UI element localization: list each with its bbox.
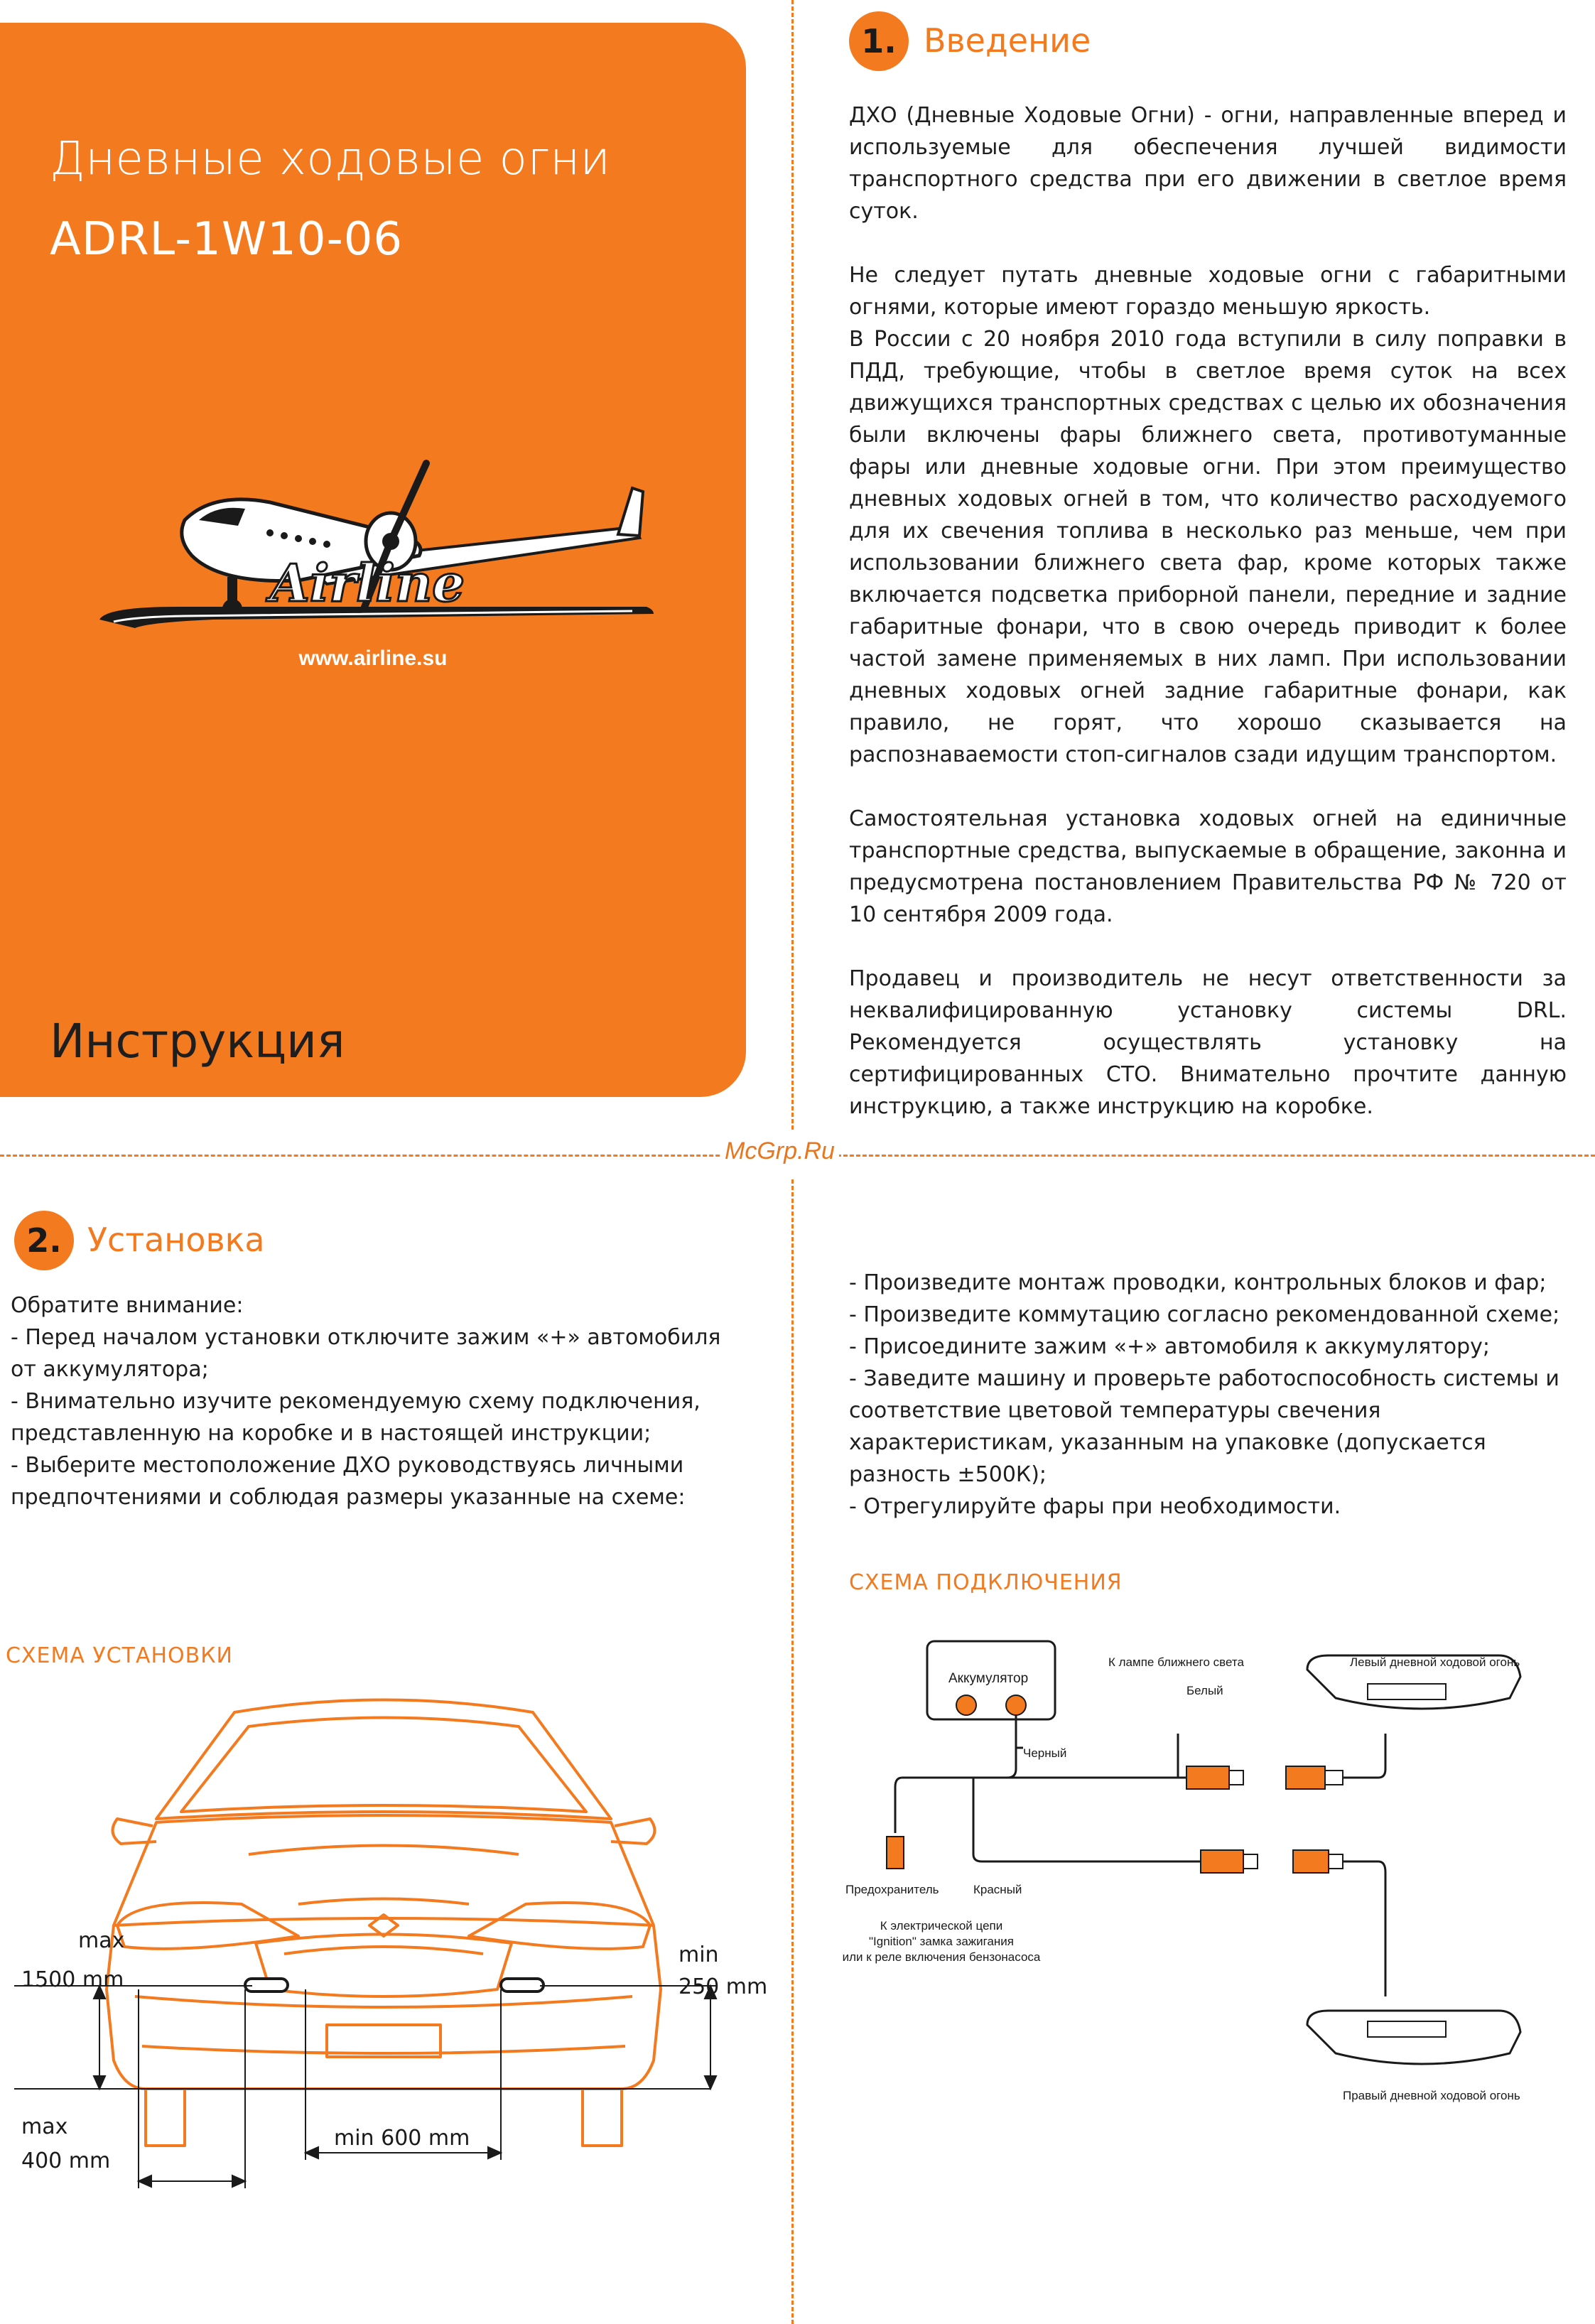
intro-paragraph: ДХО (Дневные Ходовые Огни) - огни, направленные вперед и используемые для обеспечения лучшей видимости транспортного средства при его движении в светлое время суток. — [849, 103, 1567, 224]
battery-label: Аккумулятор — [948, 1671, 1029, 1686]
website-link[interactable]: www.airline.su — [298, 647, 448, 670]
connector-top — [1186, 1766, 1343, 1789]
logo-wordmark: Airline — [270, 553, 465, 613]
intro-paragraph: Продавец и производитель не несут ответственности за неквалифицированную установку системы DRL. Рекомендуется осуществлять установку на сертифицированных СТО. Внимательно прочтите данную инструкцию, а также инструкцию на коробке. — [849, 966, 1567, 1119]
section-1-text — [849, 99, 1567, 1155]
wiring-diagram — [817, 1627, 1591, 2124]
note-line: - Внимательно изучите рекомендуемую схему подключения, представленную на коробке и в настоящей инструкции; — [11, 1389, 701, 1446]
step-line: - Присоедините зажим «+» автомобиля к аккумулятору; — [849, 1334, 1491, 1359]
step-line: - Отрегулируйте фары при необходимости. — [849, 1494, 1341, 1519]
intro-paragraph: Не следует путать дневные ходовые огни с габаритными огнями, которые имеют гораздо меньшую яркость. — [849, 263, 1567, 320]
min-height-value: 250 mm — [678, 1974, 768, 1999]
drl-lamp-right — [501, 1979, 544, 1991]
max-side-value: 400 mm — [21, 2149, 111, 2173]
section-2-badge: 2. — [14, 1211, 74, 1270]
vertical-divider-bottom — [791, 1179, 794, 2324]
fuse — [887, 1837, 904, 1869]
fuse-label: Предохранитель — [845, 1883, 939, 1896]
install-notes-left — [11, 1290, 750, 1513]
step-line: - Произведите коммутацию согласно рекомендованной схеме; — [849, 1302, 1560, 1327]
section-2-title: Установка — [87, 1221, 265, 1259]
wiring-scheme-title: СХЕМА ПОДКЛЮЧЕНИЯ — [849, 1570, 1123, 1595]
note-line: - Выберите местоположение ДХО руководствуясь личными предпочтениями и соблюдая размеры указанные на схеме: — [11, 1453, 686, 1510]
battery-plus-terminal — [956, 1695, 976, 1715]
right-drl-label: Правый дневной ходовой огонь — [1343, 2089, 1520, 2102]
step-line: - Произведите монтаж проводки, контрольных блоков и фар; — [849, 1270, 1547, 1295]
battery-minus-terminal — [1006, 1695, 1026, 1715]
car-outline — [107, 1700, 661, 2146]
intro-paragraph: Самостоятельная установка ходовых огней на единичные транспортные средства, выпускаемые в обращение, законна и предусмотрена постановлением Правительства РФ № 720 от 10 сентября 2009 года. — [849, 806, 1567, 927]
install-notes-right — [849, 1267, 1567, 1523]
min-between-label: min 600 mm — [334, 2126, 470, 2151]
left-drl-label: Левый дневной ходовой огонь — [1350, 1655, 1520, 1669]
intro-paragraph: В России с 20 ноября 2010 года вступили в силу поправки в ПДД, требующие, чтобы в светлое время суток на всех движущихся транспортных средствах с целью их обозначения были включены фары ближнего света, противотуманные фары или дневные ходовые огни. При этом преимущество дневных ходовых огней в том, что количество расходуемого для их свечения топлива в несколько раз меньше, чем при использовании ближнего света фар, кроме которых также включается подсветка приборной панели, передние и задние габаритные фонари, что в свою очередь приводит к более частой замене применяемых в них ламп. При использовании дневных ходовых огней задние габаритные фонари, как правило, не горят, что хорошо сказывается на распознаваемости стоп-сигналов сзади идущим транспортом. — [849, 327, 1567, 767]
product-model: ADRL-1W10-06 — [50, 213, 404, 266]
ignition-note: К электрической цепи "Ignition" замка зажигания или к реле включения бензонасоса — [842, 1919, 1041, 1964]
red-wire-label: Красный — [973, 1883, 1022, 1896]
max-height-value: 1500 mm — [21, 1967, 124, 1992]
section-1-title: Введение — [924, 21, 1091, 60]
install-scheme-title: СХЕМА УСТАНОВКИ — [6, 1643, 233, 1668]
airline-logo — [92, 449, 661, 634]
max-side-label: max — [21, 2114, 68, 2139]
black-wire-label: Черный — [1023, 1746, 1067, 1760]
car-front-diagram — [0, 1691, 782, 2323]
note-line: Обратите внимание: — [11, 1293, 244, 1318]
instruction-label: Инструкция — [50, 1014, 345, 1069]
watermark: McGrp.Ru — [720, 1137, 839, 1165]
connector-bottom — [1201, 1850, 1343, 1873]
step-line: - Заведите машину и проверьте работоспособность системы и соответствие цветовой температуры свечения характеристикам, указанным на упаковке (допускается разность ±500К); — [849, 1366, 1559, 1487]
vertical-divider-top — [791, 0, 794, 1130]
low-beam-label: К лампе ближнего света — [1108, 1655, 1244, 1669]
logo-tail — [618, 488, 643, 536]
min-height-label: min — [678, 1942, 719, 1967]
white-wire-label: Белый — [1186, 1684, 1223, 1697]
cover-card — [0, 23, 746, 1097]
max-height-label: max — [78, 1928, 125, 1953]
product-title: Дневные ходовые огни — [50, 133, 611, 185]
note-line: - Перед началом установки отключите зажим «+» автомобиля от аккумулятора; — [11, 1325, 721, 1382]
section-1-badge: 1. — [849, 11, 909, 71]
